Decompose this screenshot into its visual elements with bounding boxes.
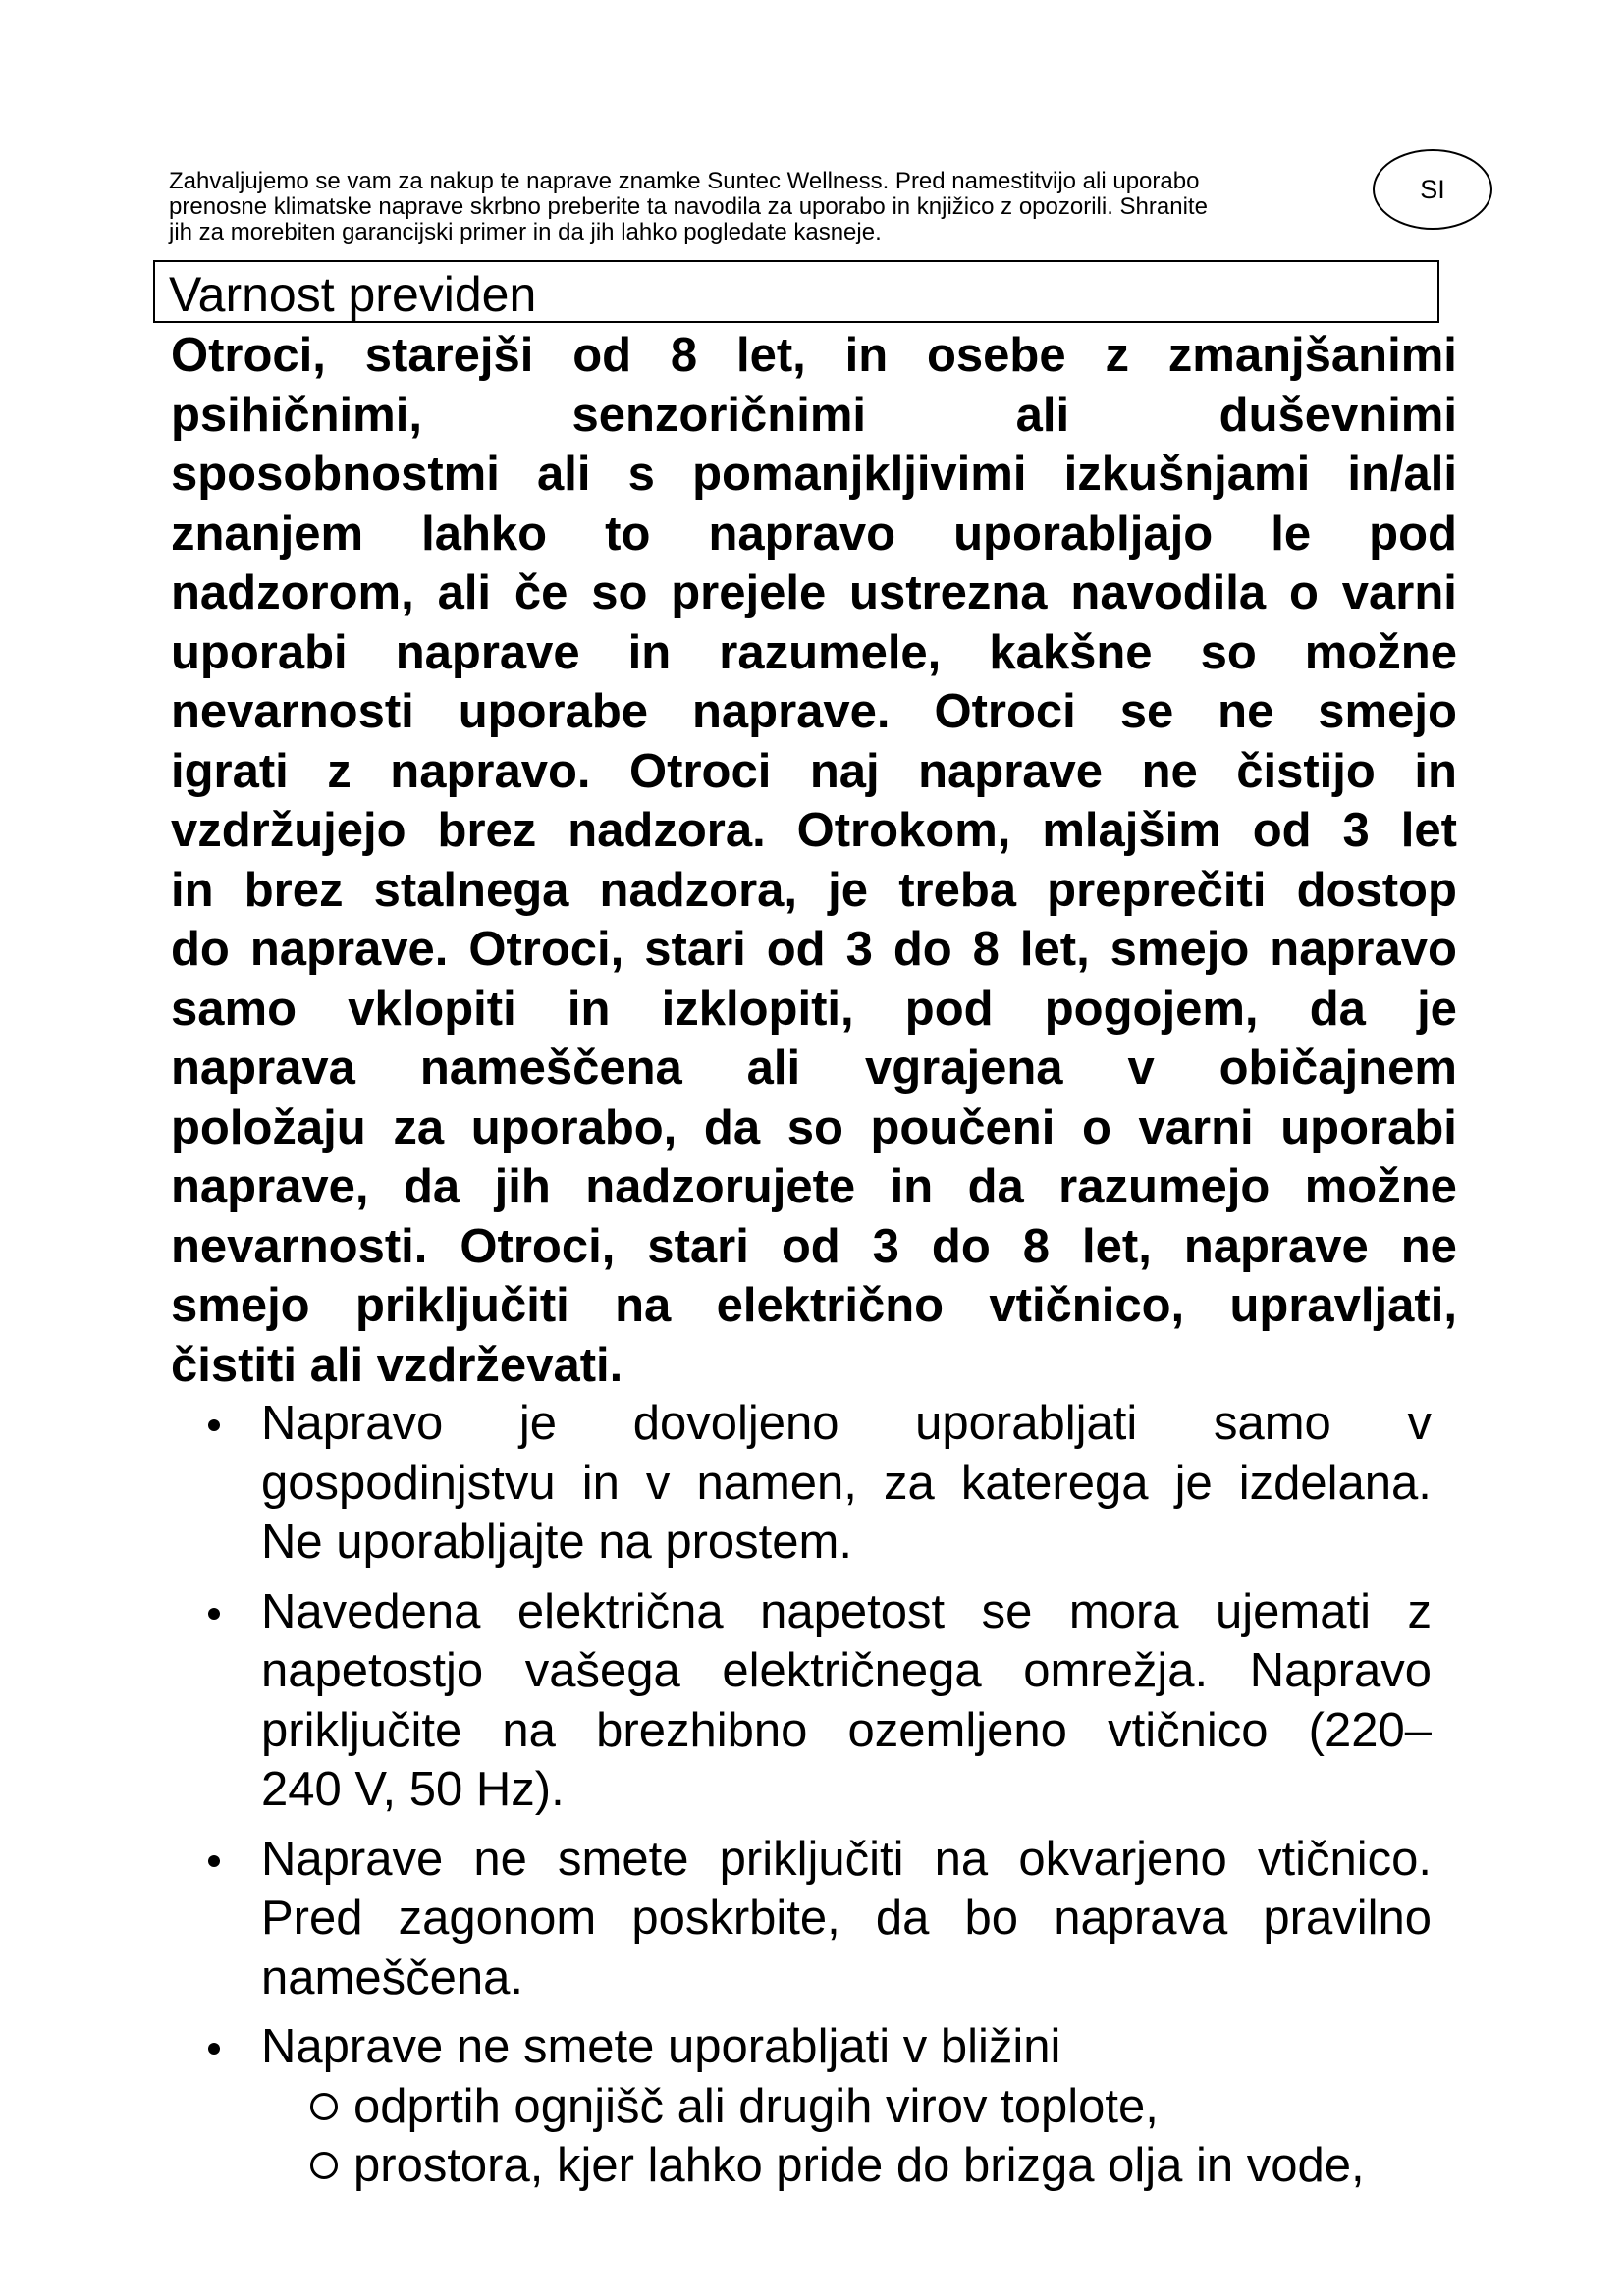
bullet-line: Napravo je dovoljeno uporabljati samo v — [261, 1397, 1432, 1450]
intro-line: Zahvaljujemo se vam za nakup te naprave znamke Suntec Wellness. Pred namestitvijo ali uporabo — [169, 168, 1200, 194]
section-title: Varnost previden — [169, 267, 537, 322]
warning-line: nevarnosti. Otroci, stari od 3 do 8 let, naprave ne — [171, 1219, 1457, 1273]
sub-list-text: prostora, kjer lahko pride do brizga olja in vode, — [353, 2139, 1365, 2192]
sub-list-text: odprtih ognjišč ali drugih virov toplote, — [353, 2079, 1159, 2133]
sub-list-item — [310, 2077, 1159, 2137]
bullet-dot-icon — [208, 1419, 220, 1431]
bullet-text — [261, 1830, 1432, 2008]
warning-line: sposobnostmi ali s pomanjkljivimi izkušnjami in/ali — [171, 448, 1457, 501]
bullet-line: gospodinjstvu in v namen, za katerega je izdelana. — [261, 1456, 1432, 1510]
warning-line: čistiti ali vzdrževati. — [171, 1338, 623, 1392]
intro-paragraph — [169, 169, 1327, 245]
bullet-line: nameščena. — [261, 1950, 523, 2004]
warning-line: položaju za uporabo, da so poučeni o varni uporabi — [171, 1100, 1457, 1154]
bullet-line: Pred zagonom poskrbite, da bo naprava pravilno — [261, 1892, 1432, 1945]
warning-line: psihičnimi, senzoričnimi ali duševnimi — [171, 388, 1457, 442]
warning-line: in brez stalnega nadzora, je treba preprečiti dostop — [171, 863, 1457, 917]
bullet-dot-icon — [208, 2043, 220, 2055]
warning-line: uporabi naprave in razumele, kakšne so možne — [171, 625, 1457, 679]
child-safety-warning — [171, 326, 1457, 1395]
warning-line: nevarnosti uporabe naprave. Otroci se ne smejo — [171, 685, 1457, 738]
bullet-dot-icon — [208, 1608, 220, 1620]
warning-line: do naprave. Otroci, stari od 3 do 8 let, smejo napravo — [171, 923, 1457, 976]
bullet-line: priključite na brezhibno ozemljeno vtičnico (220– — [261, 1703, 1432, 1757]
warning-line: naprave, da jih nadzorujete in da razumejo možne — [171, 1160, 1457, 1213]
warning-line: samo vklopiti in izklopiti, pod pogojem, da je — [171, 982, 1457, 1036]
intro-line: prenosne klimatske naprave skrbno preberite ta navodila za uporabo in knjižico z opozorili. Shranite — [169, 193, 1208, 220]
bullet-line: 240 V, 50 Hz). — [261, 1763, 565, 1816]
sub-list-item — [310, 2136, 1365, 2196]
bullet-line: Navedena električna napetost se mora ujemati z — [261, 1584, 1432, 1638]
warning-line: vzdržujejo brez nadzora. Otrokom, mlajšim od 3 let — [171, 804, 1457, 857]
intro-line: jih za morebiten garancijski primer in da jih lahko pogledate kasneje. — [169, 219, 882, 245]
bullet-text — [261, 1582, 1432, 1820]
warning-line: smejo priključiti na električno vtičnico, upravljati, — [171, 1279, 1457, 1332]
warning-line: Otroci, starejši od 8 let, in osebe z zmanjšanimi — [171, 329, 1457, 382]
language-badge: SI — [1373, 149, 1492, 230]
circle-bullet-icon — [310, 2093, 338, 2120]
warning-line: nadzorom, ali če so prejele ustrezna navodila o varni — [171, 566, 1457, 619]
bullet-line: Naprave ne smete uporabljati v bližini — [261, 2020, 1061, 2073]
bullet-text — [261, 1394, 1432, 1573]
warning-line: znanjem lahko to napravo uporabljajo le pod — [171, 507, 1457, 561]
warning-line: naprava nameščena ali vgrajena v običajnem — [171, 1041, 1457, 1095]
warning-line: igrati z napravo. Otroci naj naprave ne čistijo in — [171, 744, 1457, 798]
circle-bullet-icon — [310, 2152, 338, 2179]
bullet-line: napetostjo vašega električnega omrežja. Napravo — [261, 1644, 1432, 1697]
bullet-text — [261, 2017, 1432, 2077]
bullet-dot-icon — [208, 1855, 220, 1867]
bullet-line: Ne uporabljajte na prostem. — [261, 1516, 852, 1569]
bullet-line: Naprave ne smete priključiti na okvarjeno vtičnico. — [261, 1832, 1432, 1886]
